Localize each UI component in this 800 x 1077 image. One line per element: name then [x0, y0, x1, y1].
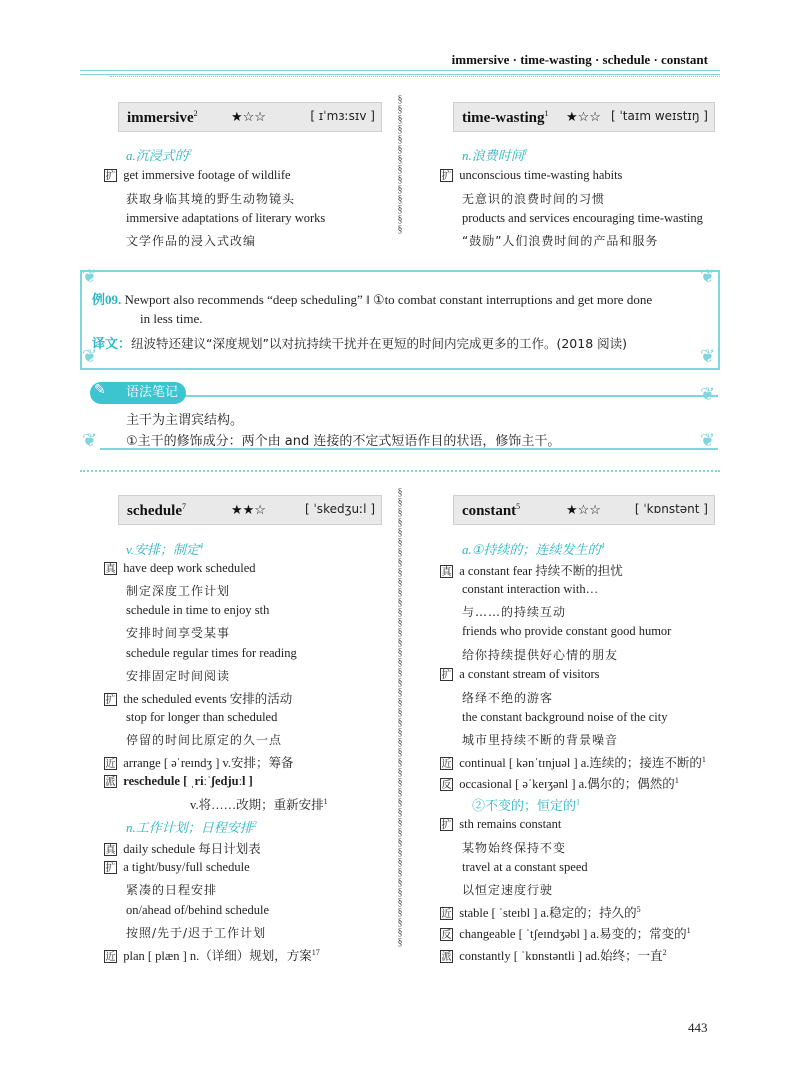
- example-line: the constant background noise of the city: [462, 710, 668, 724]
- corner-ornament-icon: ❦: [82, 266, 98, 286]
- translation-line: 文学作品的浸入式改编: [126, 234, 257, 248]
- corner-ornament-icon: ❦: [700, 384, 716, 404]
- grammar-note-heading: 语法笔记: [90, 382, 186, 404]
- grammar-line: ①主干的修饰成分：两个由 and 连接的不定式短语作目的状语，修饰主干。: [126, 434, 561, 449]
- derivative-meaning: v.将……改期；重新安排$^1$: [190, 796, 328, 812]
- translation-label: 译文：: [92, 336, 132, 351]
- corner-ornament-icon: ❦: [82, 430, 98, 450]
- frequency-stars: ★☆☆: [566, 502, 601, 517]
- part-of-speech: n.浪费时间$^1$: [462, 147, 528, 163]
- headword-box-schedule: [118, 495, 382, 525]
- part-of-speech: a.沉浸式的$^2$: [126, 147, 192, 163]
- translation-line: 以恒定速度行驶: [462, 883, 554, 897]
- synonym-tag: 近: [441, 759, 452, 770]
- section-separator: [80, 470, 720, 472]
- frequency-stars: ★☆☆: [231, 109, 266, 124]
- part-of-speech: n.工作计划；日程安排$^2$: [126, 819, 257, 835]
- headword: constant$^5$: [462, 502, 521, 519]
- synonym-line: 近 continual [ kənˈtɪnjuəl ] a.连续的；接连不断的$^1$: [441, 754, 706, 770]
- synonym-tag: 近: [105, 759, 116, 770]
- translation-line: 安排固定时间阅读: [126, 669, 231, 683]
- grammar-line: 主干为主谓宾结构。: [126, 413, 244, 428]
- corner-ornament-icon: ❦: [700, 266, 716, 286]
- example-line: constant interaction with…: [462, 582, 599, 596]
- derivative-tag: 派: [441, 952, 452, 963]
- corner-ornament-icon: ❦: [82, 346, 98, 366]
- pencil-icon: ✎: [94, 383, 106, 398]
- example-line: 真 daily schedule 每日计划表: [105, 842, 261, 856]
- synonym-line: 近 plan [ plæn ] n.（详细）规划，方案$^{17}$: [105, 947, 320, 963]
- example-line: products and services encouraging time-wasting: [462, 211, 703, 225]
- antonym-tag: 反: [441, 780, 452, 791]
- example-line: schedule in time to enjoy sth: [126, 603, 270, 617]
- pronunciation: [ ˈtaɪm weɪstɪŋ ]: [611, 109, 708, 123]
- header-rule: [80, 70, 720, 75]
- header-dotted-rule: [110, 76, 720, 77]
- example-line: 扩 sth remains constant: [441, 817, 562, 831]
- example-line: travel at a constant speed: [462, 860, 588, 874]
- headword-box-constant: [453, 495, 715, 525]
- translation-line: 城市里持续不断的背景噪音: [462, 733, 619, 747]
- page-number: 443: [688, 1020, 708, 1035]
- column-divider: § § § § § § § § § § § § § §: [397, 94, 403, 235]
- translation-line: 某物始终保持不变: [462, 841, 567, 855]
- example-sentence-cont: in less time.: [140, 311, 203, 326]
- pronunciation: [ ˈskedʒuːl ]: [305, 502, 375, 516]
- part-of-speech: ②不变的；恒定的$^1$: [472, 797, 581, 813]
- real-exam-tag: 真: [441, 567, 452, 578]
- expand-tag: 扩: [441, 171, 452, 182]
- expand-tag: 扩: [105, 863, 116, 874]
- example-line: 扩 get immersive footage of wildlife: [105, 168, 291, 182]
- example-line: 扩 a constant stream of visitors: [441, 667, 600, 681]
- example-line: 真 a constant fear 持续不断的担忧: [441, 564, 623, 578]
- synonym-tag: 近: [105, 952, 116, 963]
- translation-line: 停留的时间比原定的久一点: [126, 733, 283, 747]
- synonym-tag: 近: [441, 909, 452, 920]
- part-of-speech: a.①持续的；连续发生的$^4$: [462, 541, 605, 557]
- example-line: on/ahead of/behind schedule: [126, 903, 270, 917]
- headword-box-immersive: [118, 102, 382, 132]
- headword: time-wasting$^1$: [462, 109, 549, 126]
- derivative-line: 派 reschedule [ ˌriːˈʃedjuːl ]: [105, 774, 253, 788]
- example-label: 例09.: [92, 292, 122, 307]
- expand-tag: 扩: [441, 820, 452, 831]
- example-line: stop for longer than scheduled: [126, 710, 278, 724]
- example-line: 真 have deep work scheduled: [105, 561, 256, 575]
- translation-line: 与……的持续互动: [462, 605, 567, 619]
- expand-tag: 扩: [105, 171, 116, 182]
- translation-line: 紧凑的日程安排: [126, 883, 218, 897]
- translation-line: 安排时间享受某事: [126, 626, 231, 640]
- example-translation: 译文：纽波特还建议“深度规划”以对抗持续干扰并在更短的时间内完成更多的工作。(2018 阅读): [92, 336, 628, 351]
- frequency-stars: ★☆☆: [566, 109, 601, 124]
- example-line: 扩 the scheduled events 安排的活动: [105, 692, 293, 706]
- expand-tag: 扩: [441, 670, 452, 681]
- translation-line: 无意识的浪费时间的习惯: [462, 192, 606, 206]
- translation-line: “鼓励”人们浪费时间的产品和服务: [462, 234, 659, 248]
- real-exam-tag: 真: [105, 564, 116, 575]
- synonym-line: 近 arrange [ əˈreɪndʒ ] v.安排；筹备: [105, 756, 294, 770]
- derivative-line: 派 constantly [ ˈkɒnstəntli ] ad.始终；一直$^2$: [441, 947, 667, 963]
- antonym-line: 反 changeable [ ˈtʃeɪndʒəbl ] a.易变的；常变的$^1$: [441, 925, 691, 941]
- example-line: friends who provide constant good humor: [462, 624, 672, 638]
- corner-ornament-icon: ❦: [700, 346, 716, 366]
- translation-line: 络绎不绝的游客: [462, 691, 554, 705]
- pronunciation: [ ˈkɒnstənt ]: [634, 502, 708, 516]
- synonym-line: 近 stable [ ˈsteɪbl ] a.稳定的；持久的$^5$: [441, 904, 641, 920]
- headword: immersive$^2$: [127, 109, 198, 126]
- corner-ornament-icon: ❦: [700, 430, 716, 450]
- pronunciation: [ ɪˈmɜːsɪv ]: [310, 109, 375, 123]
- example-sentence: 例09. Newport also recommends “deep scheduling” ‖ ①to combat constant interruptions and get more done: [92, 292, 653, 307]
- real-exam-tag: 真: [105, 845, 116, 856]
- headword-box-time-wasting: [453, 102, 715, 132]
- derivative-tag: 派: [105, 777, 116, 788]
- example-line: immersive adaptations of literary works: [126, 211, 326, 225]
- running-header: immersive · time-wasting · schedule · constant: [451, 52, 708, 67]
- column-divider: § § § § § § § § § § § § § § § § § § § § § § § § § § § § § § § § § § § § § § § § § § § § § §: [397, 488, 403, 948]
- translation-line: 按照/先于/迟于工作计划: [126, 926, 267, 940]
- expand-tag: 扩: [105, 695, 116, 706]
- example-line: 扩 a tight/busy/full schedule: [105, 860, 250, 874]
- translation-line: 获取身临其境的野生动物镜头: [126, 192, 296, 206]
- translation-line: 给你持续提供好心情的朋友: [462, 648, 619, 662]
- antonym-tag: 反: [441, 930, 452, 941]
- example-line: schedule regular times for reading: [126, 646, 297, 660]
- headword: schedule$^7$: [127, 502, 187, 519]
- part-of-speech: v.安排；制定$^4$: [126, 541, 204, 557]
- antonym-line: 反 occasional [ əˈkeɪʒənl ] a.偶尔的；偶然的$^1$: [441, 775, 679, 791]
- translation-line: 制定深度工作计划: [126, 584, 231, 598]
- frequency-stars: ★★☆: [231, 502, 266, 517]
- example-line: 扩 unconscious time-wasting habits: [441, 168, 623, 182]
